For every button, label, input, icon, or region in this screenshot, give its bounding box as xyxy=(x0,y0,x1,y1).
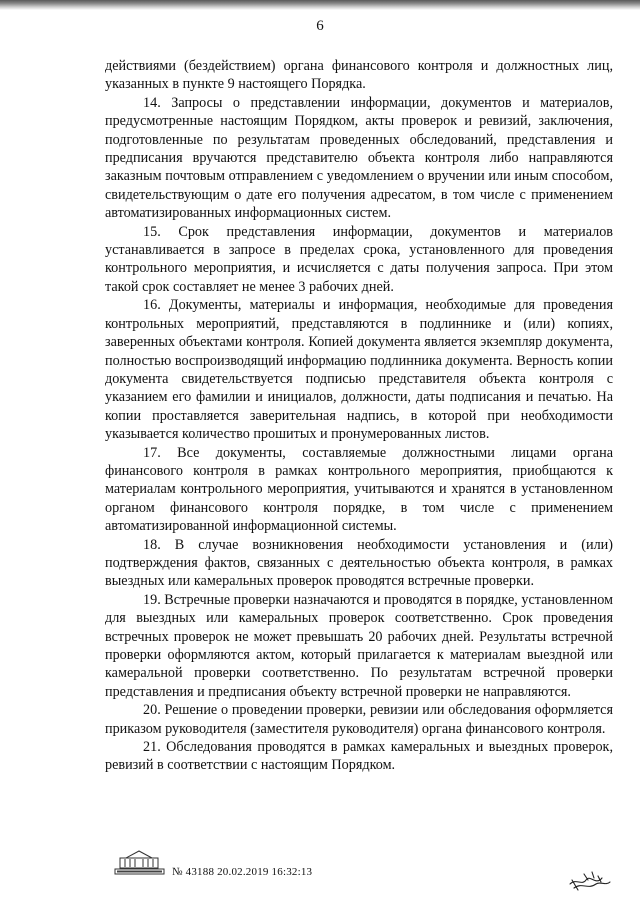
paragraph-continuation: действиями (бездействием) органа финансового контроля и должностных лиц, указанных в пункте 9 настоящего Порядка. xyxy=(105,58,613,93)
paragraph-21: 21. Обследования проводятся в рамках камеральных и выездных проверок, ревизий в соответствии с настоящим Порядком. xyxy=(105,739,613,774)
handwritten-signature-icon xyxy=(566,856,614,896)
paragraph-20: 20. Решение о проведении проверки, ревизии или обследования оформляется приказом руководителя (заместителя руководителя) органа финансового контроля. xyxy=(105,702,613,737)
paragraph-15: 15. Срок представления информации, документов и материалов устанавливается в запросе в пределах срока, установленного для проведения контрольного мероприятия, и исчисляется с даты получения запроса. При этом такой срок составляет не менее 3 рабочих дней. xyxy=(105,223,613,295)
scan-edge xyxy=(0,0,640,10)
paragraph-17: 17. Все документы, составляемые должностными лицами органа финансового контроля в рамках контрольного мероприятия, приобщаются к материалам контрольного мероприятия, учитываются и хранятся в установленном органом финансового контроля порядке, в том числе с применением автоматизированной информационной системы. xyxy=(105,444,613,535)
document-body xyxy=(105,57,613,775)
government-building-stamp-icon xyxy=(112,848,167,876)
paragraph-19: 19. Встречные проверки назначаются и проводятся в порядке, установленном для выездных или камеральных проверок соответственно. Срок проведения встречных проверок не может превышать 20 рабочих дней. Результаты встречной проверки оформляются актом, который прилагается к материалам выездной или камеральной проверки соответственно. По результатам встречной проверки представления и предписания объекту встречной проверки не направляются. xyxy=(105,591,613,700)
paragraph-16: 16. Документы, материалы и информация, необходимые для проведения контрольных мероприятий, представляются в подлиннике и (или) копиях, заверенных объектами контроля. Копией документа является экземпляр документа, полностью воспроизводящий информацию подлинника документа. Верность копии документа свидетельствуется подписью представителя объекта контроля с указанием его фамилии и инициалов, должности, даты подписания и печатью. На копии проставляется заверительная надпись, в которой при необходимости указывается количество прошитых и пронумерованных листов. xyxy=(105,297,613,443)
paragraph-14: 14. Запросы о представлении информации, документов и материалов, предусмотренные настоящим Порядком, акты проверок и ревизий, заключения, подготовленные по результатам проведенных обследований, представления и предписания вручаются представителю объекта контроля либо направляются заказным почтовым отправлением с уведомлением о вручении или иным способом, свидетельствующим о дате его получения адресатом, в том числе с применением автоматизированных информационных систем. xyxy=(105,94,613,222)
page-number: 6 xyxy=(316,18,324,34)
document-registration-id: № 43188 20.02.2019 16:32:13 xyxy=(172,866,313,878)
paragraph-18: 18. В случае возникновения необходимости установления и (или) подтверждения фактов, связанных с деятельностью объекта контроля, в рамках выездных или камеральных проверок проводятся встречные проверки. xyxy=(105,536,613,590)
